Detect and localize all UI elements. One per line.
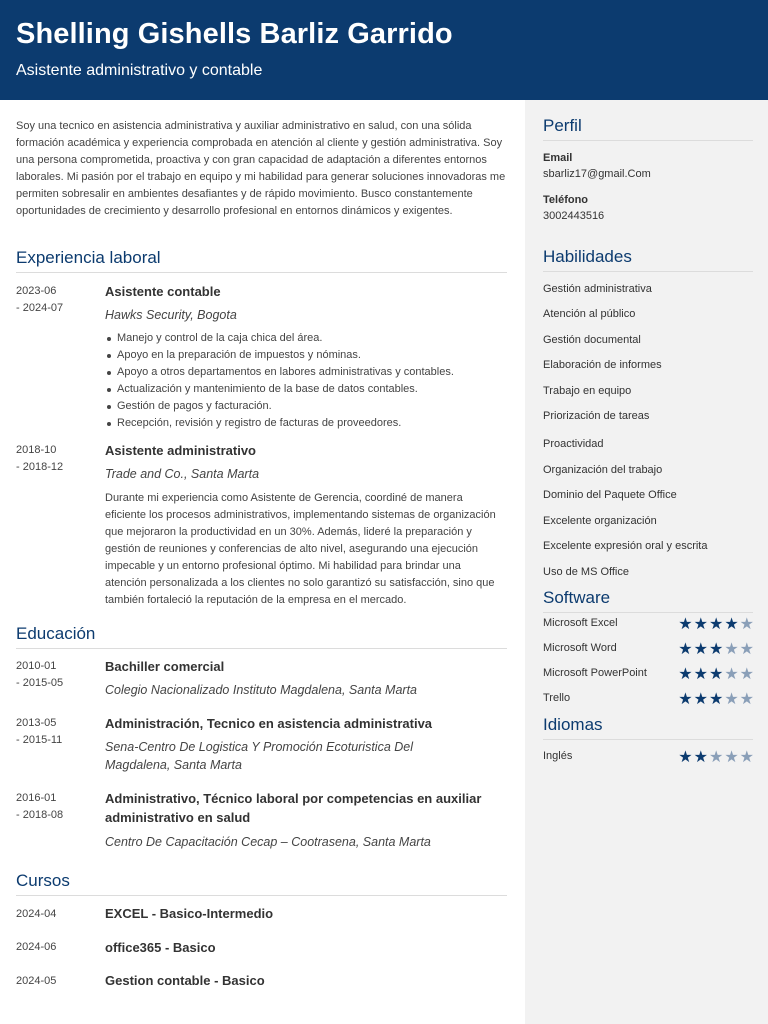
software-name: Microsoft Excel <box>543 617 618 629</box>
education-3-school: Centro De Capacitación Cecap – Cootrasena, Santa Marta <box>105 835 431 849</box>
profile-divider <box>543 140 753 141</box>
education-1-title: Bachiller comercial <box>105 659 225 674</box>
star-empty-icon: ★ <box>724 666 740 683</box>
summary-text: Soy una tecnico en asistencia administrativa y auxiliar administrativo en salud, con una sólida formación académica y experiencia comprobada en atención al cliente y gestión administrativa. Soy una persona comprometida, proactiva y con gran capacidad de adaptación a diferentes entornos laborales. Mi pasión por el trabajo en equipo y mi habilidad para generar soluciones innovadoras me permiten sobresalir en ambientes desafiantes y de rápido movimiento. Busco constantemente oportunidades de crecimiento y desarrollo profesional en entornos dinámicos y exigentes. <box>16 120 506 217</box>
experience-1-title: Asistente contable <box>105 284 221 299</box>
experience-divider <box>16 272 507 273</box>
skill-item: Elaboración de informes <box>543 359 662 371</box>
star-filled-icon: ★ <box>708 691 725 708</box>
education-3-date-end: - 2018-08 <box>16 809 64 821</box>
skill-item: Proactividad <box>543 438 604 450</box>
education-1-date-end: - 2015-05 <box>16 677 64 689</box>
skill-item: Excelente organización <box>543 515 657 527</box>
education-1-date-start: 2010-01 <box>16 660 57 672</box>
software-name: Microsoft Word <box>543 642 617 654</box>
skill-item: Dominio del Paquete Office <box>543 489 677 501</box>
education-3-date <box>16 790 96 824</box>
course-1-title: EXCEL - Basico-Intermedio <box>105 906 274 921</box>
experience-title: Experiencia laboral <box>16 248 161 267</box>
experience-2-title: Asistente administrativo <box>105 443 256 458</box>
star-empty-icon: ★ <box>724 641 740 658</box>
star-empty-icon: ★ <box>739 666 755 683</box>
education-2-title: Administración, Tecnico en asistencia administrativa <box>105 716 433 731</box>
software-row <box>543 641 755 658</box>
star-filled-icon: ★ <box>693 666 709 683</box>
experience-1-date-start: 2023-06 <box>16 285 57 297</box>
sidebar-panel <box>525 100 768 1024</box>
resume-header <box>0 0 768 100</box>
star-empty-icon: ★ <box>724 691 740 708</box>
software-name: Microsoft PowerPoint <box>543 667 647 679</box>
education-title: Educación <box>16 624 96 643</box>
course-3-date: 2024-05 <box>16 975 57 987</box>
education-divider <box>16 648 507 649</box>
star-filled-icon: ★ <box>678 749 694 766</box>
star-empty-icon: ★ <box>739 641 755 658</box>
education-2-school: Sena-Centro De Logistica Y Promoción Ecoturistica Del Magdalena, Santa Marta <box>105 740 414 772</box>
candidate-role: Asistente administrativo y contable <box>16 62 263 79</box>
star-empty-icon: ★ <box>724 749 740 766</box>
courses-title: Cursos <box>16 871 70 890</box>
course-1-date: 2024-04 <box>16 908 57 920</box>
list-item: Apoyo a otros departamentos en labores administrativas y contables. <box>105 364 505 381</box>
experience-2-date <box>16 442 96 476</box>
experience-1-bullets <box>105 330 505 432</box>
software-divider <box>543 612 753 613</box>
email-label: Email <box>543 152 573 164</box>
list-item: Manejo y control de la caja chica del área. <box>105 330 505 347</box>
education-1-date <box>16 658 96 692</box>
star-filled-icon: ★ <box>678 641 694 658</box>
skill-item: Gestión documental <box>543 334 641 346</box>
language-row <box>543 749 755 766</box>
skill-item: Priorización de tareas <box>543 410 650 422</box>
list-item: Recepción, revisión y registro de facturas de proveedores. <box>105 415 505 432</box>
education-2-date <box>16 715 96 749</box>
experience-1-company: Hawks Security, Bogota <box>105 308 237 322</box>
experience-2-date-end: - 2018-12 <box>16 461 64 473</box>
star-filled-icon: ★ <box>693 691 709 708</box>
list-item: Apoyo en la preparación de impuestos y nóminas. <box>105 347 505 364</box>
software-row <box>543 616 755 633</box>
experience-2-date-start: 2018-10 <box>16 444 57 456</box>
experience-2-company: Trade and Co., Santa Marta <box>105 467 260 481</box>
experience-1-date <box>16 283 96 317</box>
rating-stars <box>678 747 755 767</box>
profile-title: Perfil <box>543 116 582 135</box>
email-value[interactable]: sbarliz17@gmail.Com <box>543 168 651 180</box>
star-empty-icon: ★ <box>739 616 755 633</box>
education-3-title: Administrativo, Técnico laboral por competencias en auxiliar administrativo en salud <box>105 791 482 825</box>
rating-stars <box>678 664 755 684</box>
rating-stars <box>678 614 755 634</box>
languages-title: Idiomas <box>543 715 603 734</box>
star-filled-icon: ★ <box>708 666 725 683</box>
skills-divider <box>543 271 753 272</box>
software-name: Trello <box>543 692 571 704</box>
skill-item: Uso de MS Office <box>543 566 629 578</box>
skill-item: Trabajo en equipo <box>543 385 632 397</box>
rating-stars <box>678 639 755 659</box>
star-filled-icon: ★ <box>678 616 694 633</box>
course-2-title: office365 - Basico <box>105 940 216 955</box>
star-filled-icon: ★ <box>724 616 740 633</box>
star-empty-icon: ★ <box>708 749 725 766</box>
software-row <box>543 666 755 683</box>
education-2-date-end: - 2015-11 <box>16 734 63 746</box>
education-2-date-start: 2013-05 <box>16 717 57 729</box>
experience-2-description: Durante mi experiencia como Asistente de Gerencia, coordiné de manera eficiente los procesos administrativos, implementando sistemas de organización que mejoraron la productividad en un 30%. Además, lideré la preparación y gestión de reuniones y conferencias de alto nivel, asegurando una ejecución impecable y un entorno profesional óptimo. Mi habilidad para brindar una atención personalizada a los clientes no solo garantizó su satisfacción, sino que también fortaleció la reputación de la empresa en el mercado. <box>105 492 496 606</box>
skill-item: Organización del trabajo <box>543 464 663 476</box>
rating-stars <box>678 689 755 709</box>
candidate-name: Shelling Gishells Barliz Garrido <box>16 18 453 50</box>
list-item: Gestión de pagos y facturación. <box>105 398 505 415</box>
courses-divider <box>16 895 507 896</box>
education-3-date-start: 2016-01 <box>16 792 57 804</box>
language-name: Inglés <box>543 750 573 762</box>
star-filled-icon: ★ <box>693 749 709 766</box>
education-1-school: Colegio Nacionalizado Instituto Magdalena, Santa Marta <box>105 683 417 697</box>
phone-value[interactable]: 3002443516 <box>543 210 605 222</box>
star-filled-icon: ★ <box>708 641 725 658</box>
skills-title: Habilidades <box>543 247 632 266</box>
phone-label: Teléfono <box>543 194 589 206</box>
list-item: Actualización y mantenimiento de la base de datos contables. <box>105 381 505 398</box>
languages-divider <box>543 739 753 740</box>
star-empty-icon: ★ <box>739 749 755 766</box>
star-filled-icon: ★ <box>678 691 694 708</box>
experience-1-date-end: - 2024-07 <box>16 302 64 314</box>
star-filled-icon: ★ <box>693 641 709 658</box>
skill-item: Gestión administrativa <box>543 283 652 295</box>
course-3-title: Gestion contable - Basico <box>105 973 265 988</box>
star-filled-icon: ★ <box>693 616 709 633</box>
software-row <box>543 691 755 708</box>
skill-item: Atención al público <box>543 308 636 320</box>
software-title: Software <box>543 588 611 607</box>
star-filled-icon: ★ <box>678 666 694 683</box>
star-empty-icon: ★ <box>739 691 755 708</box>
star-filled-icon: ★ <box>708 616 725 633</box>
course-2-date: 2024-06 <box>16 941 57 953</box>
skill-item: Excelente expresión oral y escrita <box>543 540 708 552</box>
